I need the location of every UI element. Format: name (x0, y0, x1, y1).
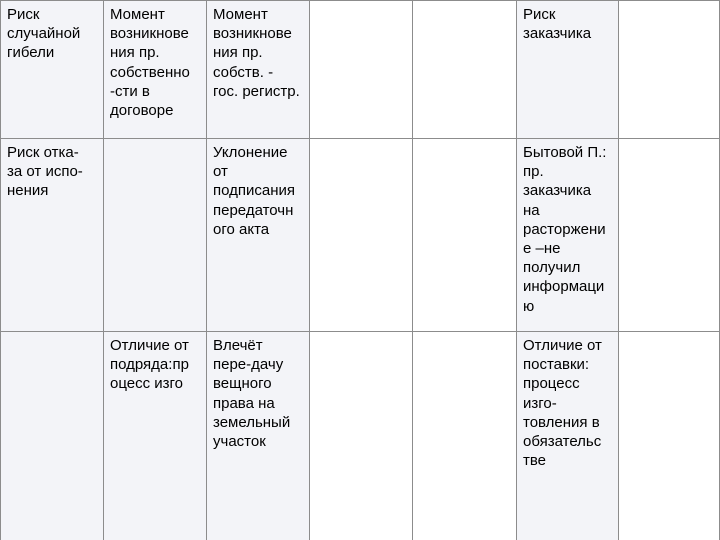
cell-text-line: Риск отка- (7, 144, 79, 161)
table-cell (310, 332, 413, 540)
cell-text-line: пр. (523, 163, 544, 181)
cell-text-line: Уклонение (213, 144, 288, 161)
cell-text (213, 336, 305, 451)
cell-text-line: расторжени (523, 220, 606, 238)
cell-text-line: ния пр. (110, 44, 160, 62)
cell-text-line: на (523, 201, 540, 219)
cell-text-line: ого акта (213, 220, 270, 238)
cell-text-line: е –не (523, 240, 561, 258)
table-cell (413, 139, 517, 332)
cell-text (110, 336, 202, 394)
cell-text-line: оцесс изго (110, 375, 184, 393)
cell-text (213, 5, 305, 101)
table-cell (104, 1, 207, 139)
cell-text-line: подписания (213, 182, 296, 200)
cell-text-line: Бытовой П.: (523, 144, 607, 161)
cell-text-line: изго- (523, 394, 557, 412)
cell-text-line: информаци (523, 278, 605, 296)
cell-text-line: Риск (523, 6, 556, 23)
cell-text-line: получил (523, 259, 581, 277)
cell-text-line: поставки: (523, 356, 590, 374)
table-cell (517, 332, 619, 540)
cell-text (7, 143, 99, 201)
cell-text-line: передаточн (213, 201, 294, 219)
cell-text-line: нения (7, 182, 49, 200)
cell-text-line: ю (523, 297, 535, 315)
cell-text-line: товления в (523, 413, 600, 431)
table-row (1, 332, 720, 540)
cell-text-line: участок (213, 433, 266, 451)
table-cell (207, 332, 310, 540)
table-cell (619, 139, 720, 332)
cell-text-line: возникнове (213, 25, 292, 43)
cell-text-line: случайной (7, 25, 81, 43)
cell-text-line: -сти в (110, 82, 150, 100)
cell-text-line: от (213, 163, 228, 181)
table-cell (517, 139, 619, 332)
table-cell (310, 139, 413, 332)
cell-text-line: собственно (110, 63, 190, 81)
table-cell (619, 1, 720, 139)
table-cell (310, 1, 413, 139)
table-cell (1, 332, 104, 540)
cell-text-line: процесс (523, 375, 580, 393)
cell-text (523, 143, 614, 316)
cell-text-line: Отличие от (523, 337, 602, 354)
cell-text-line: пере-дачу (213, 356, 284, 374)
cell-text-line: Риск (7, 6, 40, 23)
table-cell (207, 1, 310, 139)
cell-text-line: Влечёт (213, 337, 263, 354)
table-cell (1, 139, 104, 332)
table-row (1, 139, 720, 332)
cell-text (523, 5, 614, 43)
table-row (1, 1, 720, 139)
table-cell (619, 332, 720, 540)
cell-text-line: возникнове (110, 25, 189, 43)
cell-text-line: за от испо- (7, 163, 83, 181)
cell-text-line: Момент (213, 6, 268, 23)
table-cell (207, 139, 310, 332)
table-body (1, 1, 720, 540)
cell-text-line: заказчика (523, 182, 592, 200)
table-cell (1, 1, 104, 139)
cell-text-line: права на (213, 394, 275, 412)
cell-text-line: тве (523, 452, 547, 470)
cell-text-line: ния пр. (213, 44, 263, 62)
cell-text-line: гибели (7, 44, 55, 62)
cell-text-line: вещного (213, 375, 272, 393)
table-cell (104, 332, 207, 540)
cell-text-line: собств. - (213, 63, 274, 81)
cell-text (523, 336, 614, 470)
cell-text-line: гос. регистр. (213, 82, 300, 100)
table-cell (517, 1, 619, 139)
cell-text (110, 5, 202, 120)
cell-text-line: договоре (110, 102, 174, 120)
cell-text-line: заказчика (523, 25, 592, 43)
cell-text-line: Отличие от (110, 337, 189, 354)
table-cell (104, 139, 207, 332)
table-cell (413, 332, 517, 540)
cell-text (213, 143, 305, 239)
cell-text-line: земельный (213, 413, 291, 431)
cell-text (7, 5, 99, 63)
cell-text-line: Момент (110, 6, 165, 23)
cell-text-line: подряда:пр (110, 356, 189, 374)
cell-text-line: обязательс (523, 433, 602, 451)
table-cell (413, 1, 517, 139)
